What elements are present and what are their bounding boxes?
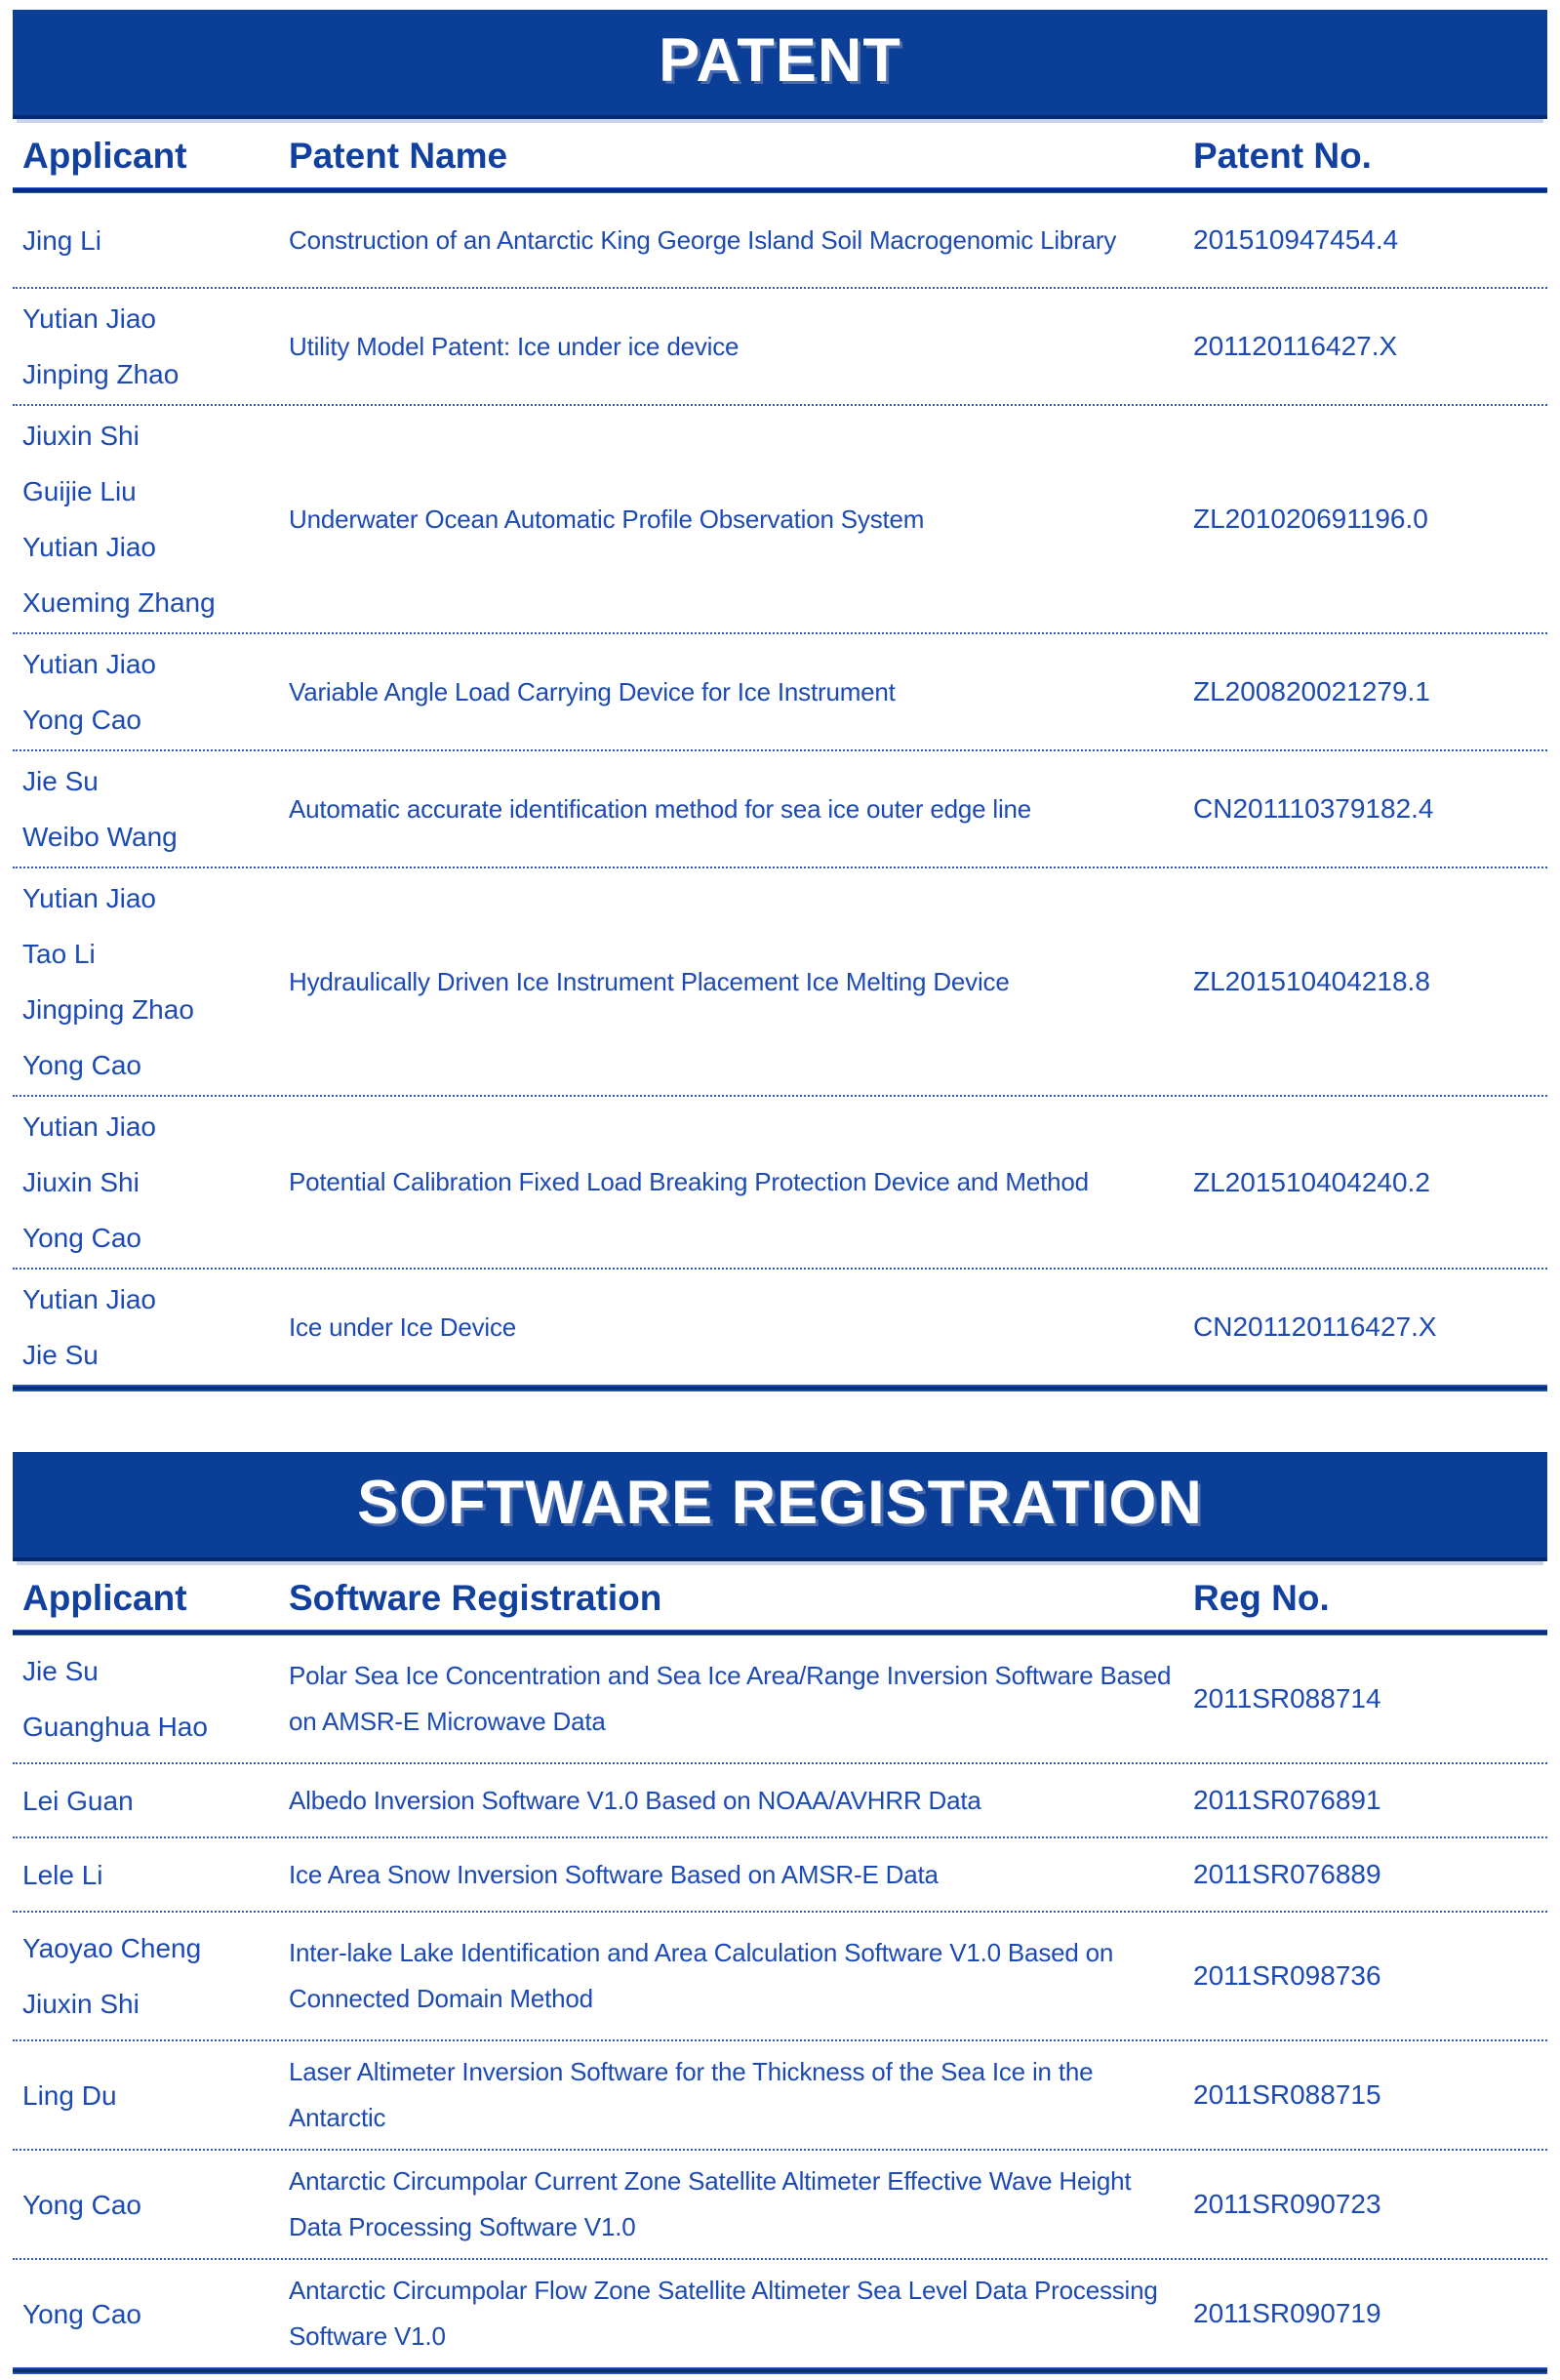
applicant-name: Yong Cao [22,705,141,735]
table-rows [13,1635,1547,2367]
applicant-name: Ling Du [22,2079,117,2111]
applicant-name: Jie Su [22,1340,99,1370]
item-number: ZL200820021279.1 [1193,676,1430,706]
table-row [13,2041,1547,2149]
item-name: Automatic accurate identification method for sea ice outer edge line [289,793,1032,824]
item-number: 201120116427.X [1193,331,1398,361]
table-row [13,751,1547,867]
table-row [13,193,1547,287]
item-number: 2011SR088715 [1193,2079,1381,2110]
col-header-number: Reg No. [1193,1578,1330,1618]
item-name: Polar Sea Ice Concentration and Sea Ice Area/Range Inversion Software Based on AMSR-E Microwave Data [289,1661,1172,1736]
item-number: 2011SR088714 [1193,1683,1381,1714]
applicant-cell [13,636,289,747]
item-number: CN201110379182.4 [1193,793,1434,824]
applicant-name: Yong Cao [22,1223,141,1253]
applicant-cell [13,2068,289,2123]
table-row [13,634,1547,749]
applicant-name: Yong Cao [22,2189,141,2220]
table-row [13,1270,1547,1385]
item-number: 2011SR098736 [1193,1960,1381,1991]
col-header-applicant: Applicant [22,136,187,176]
item-number: 201510947454.4 [1193,224,1399,255]
applicant-cell [13,870,289,1093]
item-name: Underwater Ocean Automatic Profile Observation System [289,504,925,534]
item-number: ZL201510404218.8 [1193,966,1430,996]
section-banner [13,1452,1547,1561]
column-header-row [13,1561,1547,1630]
table-row [13,1764,1547,1836]
applicant-name: Lele Li [22,1859,103,1890]
applicant-name: Guanghua Hao [22,1712,208,1742]
item-name: Ice under Ice Device [289,1311,517,1342]
applicant-cell [13,213,289,268]
item-number: ZL201020691196.0 [1193,504,1428,534]
applicant-cell [13,1099,289,1266]
col-header-applicant: Applicant [22,1578,187,1618]
item-name: Potential Calibration Fixed Load Breaking Protection Device and Method [289,1167,1089,1196]
table-row [13,406,1547,632]
section-title: PATENT [659,26,901,95]
item-number: 2011SR090723 [1193,2189,1381,2219]
applicant-name: Yutian Jiao [22,649,156,679]
section-banner [13,10,1547,119]
applicant-name: Guijie Liu [22,476,137,506]
applicant-name: Jie Su [22,1656,99,1686]
applicant-name: Xueming Zhang [22,587,216,618]
col-header-number: Patent No. [1193,136,1372,176]
applicant-cell [13,1643,289,1755]
table-section [13,10,1547,1392]
applicant-name: Jiuxin Shi [22,1989,140,2019]
applicant-name: Yutian Jiao [22,532,156,562]
item-name: Utility Model Patent: Ice under ice device [289,331,740,361]
applicant-name: Jing Li [22,224,101,256]
item-name: Laser Altimeter Inversion Software for the Thickness of the Sea Ice in the Antarctic [289,2057,1094,2132]
section-title: SOFTWARE REGISTRATION [357,1469,1203,1537]
column-header-row [13,119,1547,187]
applicant-cell [13,1847,289,1903]
applicant-cell [13,408,289,630]
col-header-item: Patent Name [289,136,508,176]
applicant-name: Yutian Jiao [22,1111,156,1142]
col-header-item: Software Registration [289,1578,662,1618]
applicant-name: Jiuxin Shi [22,421,140,451]
item-name: Hydraulically Driven Ice Instrument Placement Ice Melting Device [289,966,1010,996]
item-number: CN201120116427.X [1193,1311,1437,1342]
item-name: Antarctic Circumpolar Flow Zone Satellite Altimeter Sea Level Data Processing Software V1.0 [289,2276,1158,2351]
applicant-name: Tao Li [22,939,96,969]
item-number: 2011SR076889 [1193,1859,1381,1889]
applicant-name: Weibo Wang [22,822,178,852]
applicant-name: Yutian Jiao [22,883,156,913]
table-bottom-rule [13,2367,1547,2374]
applicant-name: Lei Guan [22,1785,134,1816]
applicant-name: Yong Cao [22,2298,141,2329]
table-bottom-rule [13,1385,1547,1392]
table-row [13,1838,1547,1911]
item-name: Variable Angle Load Carrying Device for Ice Instrument [289,676,896,706]
applicant-name: Yutian Jiao [22,303,156,334]
applicant-cell [13,291,289,402]
table-row [13,1913,1547,2039]
table-row [13,1635,1547,1762]
table-rows [13,193,1547,1385]
item-name: Ice Area Snow Inversion Software Based on AMSR-E Data [289,1859,939,1889]
item-name: Albedo Inversion Software V1.0 Based on NOAA/AVHRR Data [289,1785,981,1815]
applicant-name: Jingping Zhao [22,994,194,1025]
applicant-cell [13,753,289,865]
table-row [13,1097,1547,1268]
item-name: Antarctic Circumpolar Current Zone Satellite Altimeter Effective Wave Height Data Processing Software V1.0 [289,2166,1132,2241]
applicant-name: Yong Cao [22,1050,141,1080]
applicant-name: Jie Su [22,766,99,796]
table-section [13,1452,1547,2374]
item-number: 2011SR076891 [1193,1785,1381,1815]
table-row [13,2151,1547,2258]
applicant-cell [13,1271,289,1383]
table-row [13,2260,1547,2367]
applicant-name: Yaoyao Cheng [22,1933,202,1963]
applicant-name: Jinping Zhao [22,359,180,389]
table-row [13,868,1547,1095]
applicant-cell [13,2286,289,2342]
applicant-cell [13,1773,289,1829]
applicant-cell [13,1920,289,2032]
item-number: 2011SR090719 [1193,2298,1381,2328]
item-name: Inter-lake Lake Identification and Area Calculation Software V1.0 Based on Connected Domain Method [289,1938,1114,2013]
applicant-cell [13,2177,289,2233]
applicant-name: Yutian Jiao [22,1284,156,1314]
applicant-name: Jiuxin Shi [22,1167,140,1197]
item-number: ZL201510404240.2 [1193,1166,1430,1197]
table-row [13,289,1547,404]
item-name: Construction of an Antarctic King George Island Soil Macrogenomic Library [289,224,1117,255]
